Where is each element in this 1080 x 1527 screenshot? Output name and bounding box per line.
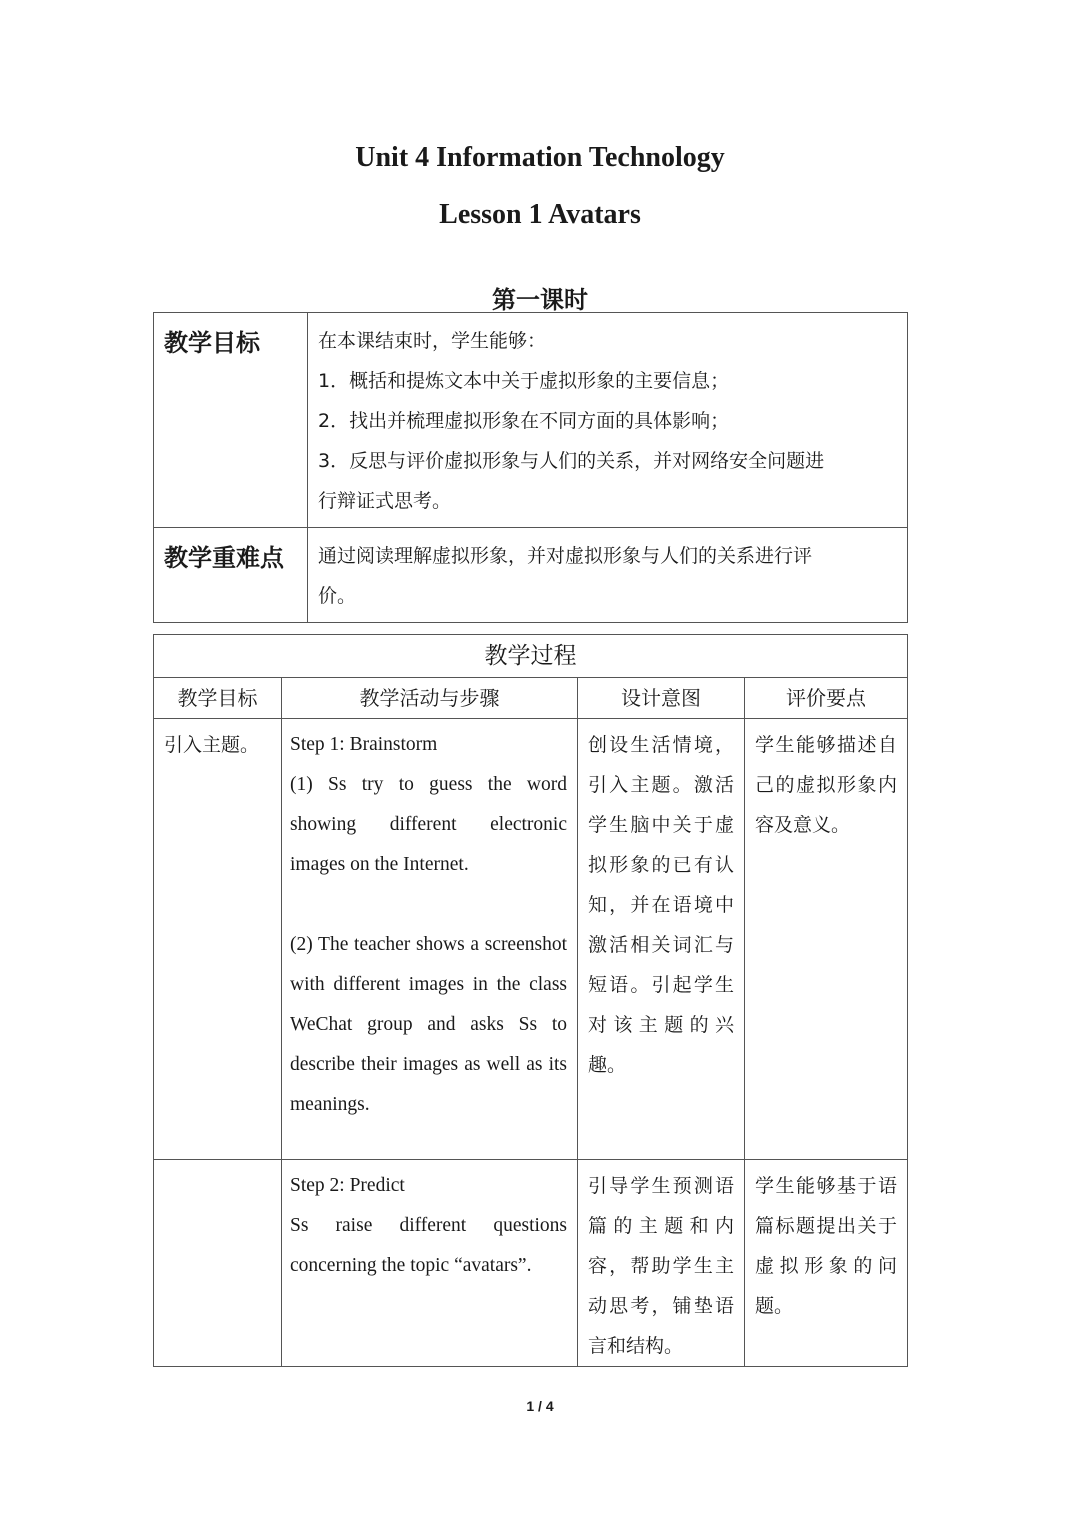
goal-line: 行辩证式思考。 (318, 490, 452, 512)
goal-line: 在本课结束时，学生能够： (318, 330, 547, 352)
row-activity (282, 719, 578, 1160)
teaching-goal-row (154, 313, 908, 528)
process-table (153, 634, 908, 1367)
teaching-goal-content (308, 313, 908, 528)
table-row (154, 719, 908, 1160)
objectives-table (153, 312, 908, 623)
step-title: Step 1: Brainstorm (290, 734, 438, 755)
table-row (154, 1160, 908, 1367)
row-goal (154, 1160, 282, 1367)
process-title: 教学过程 (154, 635, 908, 678)
row-intent: 引导学生预测语篇的主题和内容，帮助学生主动思考，铺垫语言和结构。 (578, 1160, 745, 1367)
row-intent: 创设生活情境，引入主题。激活学生脑中关于虚拟形象的已有认知，并在语境中激活相关词汇与短语。引起学生对该主题的兴趣。 (578, 719, 745, 1160)
row-goal: 引入主题。 (154, 719, 282, 1160)
lesson-title: Lesson 1 Avatars (439, 199, 641, 230)
key-difficulty-row (154, 528, 908, 623)
header-evaluation: 评价要点 (745, 678, 908, 719)
teaching-goal-label: 教学目标 (154, 313, 308, 528)
row-evaluation: 学生能够描述自己的虚拟形象内容及意义。 (745, 719, 908, 1160)
goal-line: 3．反思与评价虚拟形象与人们的关系，并对网络安全问题进 (318, 450, 825, 472)
header-row (154, 678, 908, 719)
step-title: Step 2: Predict (290, 1175, 405, 1196)
goal-line: 2．找出并梳理虚拟形象在不同方面的具体影响； (318, 410, 730, 432)
key-difficulty-content (308, 528, 908, 623)
step-paragraph: (2) The teacher shows a screenshot with different images in the class WeChat group and asks Ss to describe their images as well as its meanings. (290, 934, 567, 1115)
key-line: 通过阅读理解虚拟形象，并对虚拟形象与人们的关系进行评 (318, 545, 813, 567)
row-evaluation: 学生能够基于语篇标题提出关于虚拟形象的问题。 (745, 1160, 908, 1367)
page-number: 1 / 4 (526, 1398, 554, 1414)
row-activity (282, 1160, 578, 1367)
step-paragraph: (1) Ss try to guess the word showing different electronic images on the Internet. (290, 774, 567, 875)
session-label: 第一课时 (492, 285, 588, 314)
key-line: 价。 (318, 585, 357, 607)
header-intent: 设计意图 (578, 678, 745, 719)
step-paragraph: Ss raise different questions concerning the topic “avatars”. (290, 1215, 567, 1276)
key-difficulty-label: 教学重难点 (154, 528, 308, 623)
document-title: Unit 4 Information Technology (355, 142, 725, 173)
header-activity: 教学活动与步骤 (282, 678, 578, 719)
header-goal: 教学目标 (154, 678, 282, 719)
goal-line: 1．概括和提炼文本中关于虚拟形象的主要信息； (318, 370, 730, 392)
